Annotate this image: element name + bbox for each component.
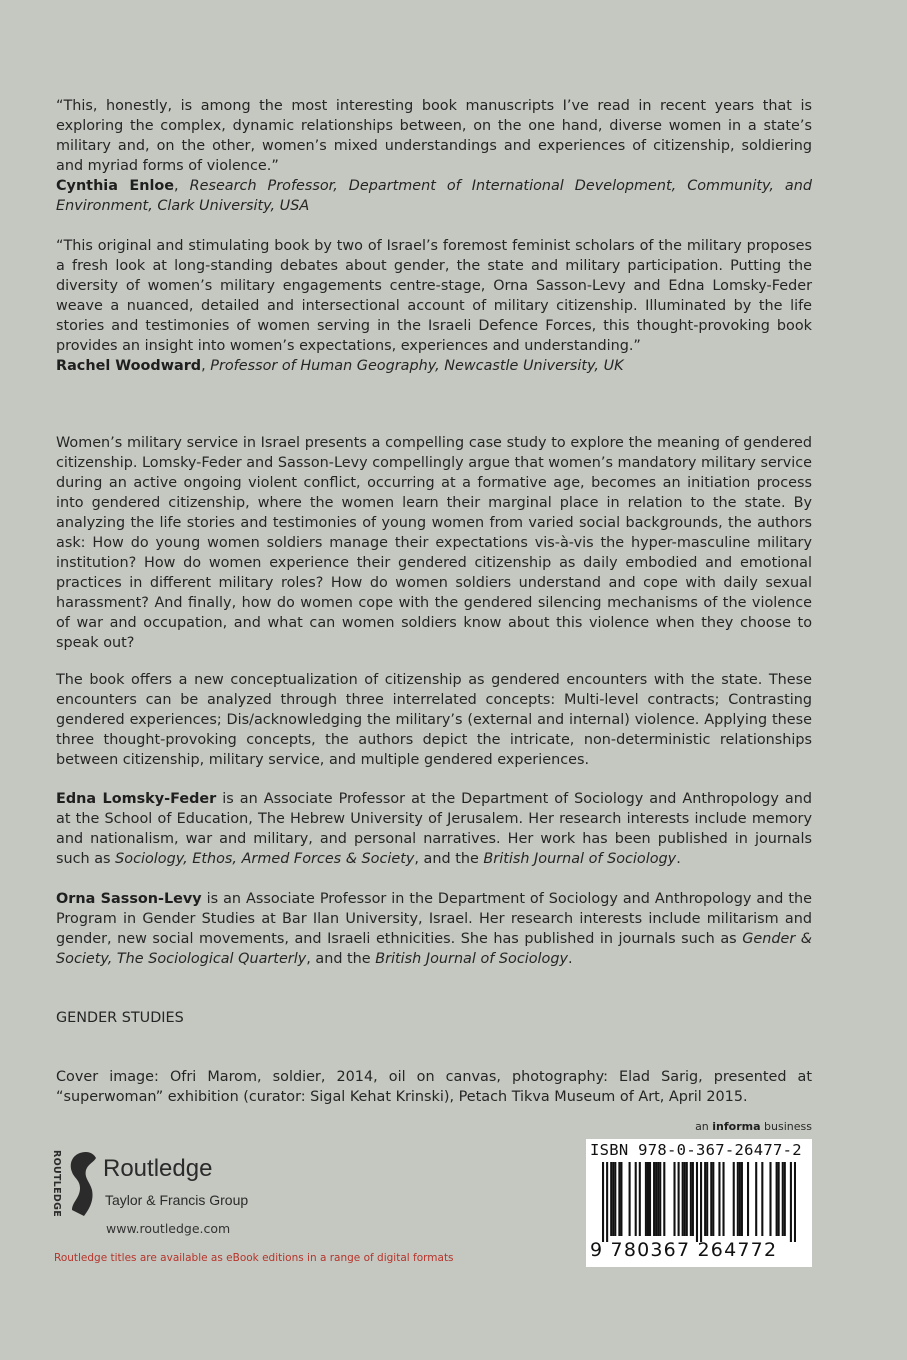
endorser-name: Cynthia Enloe — [56, 178, 175, 194]
publisher-name: Routledge — [103, 1155, 213, 1182]
description-paragraph-2: The book offers a new conceptualization of citizenship as gendered encounters with the state. These encounters can be analyzed through three interrelated concepts: Multi-level contracts; Contrasting gendered experiences; Dis/acknowledging the military’s (external and internal) violence. Applying these three thought-provoking concepts, the authors depict the intricate, non-deterministic relationships between citizenship, military service, and multiple gendered experiences. — [56, 672, 812, 768]
barcode-bar — [629, 1162, 631, 1236]
endorsement-quote: “This original and stimulating book by two of Israel’s foremost feminist scholars of the military proposes a fresh look at long-standing debates about gender, the state and military participation. Putting the diversity of women’s military engagements centre-stage, Orna Sasson-Levy and Edna Lomsky-Feder weave a nuanced, detailed and intersectional account of military citizenship. Illuminated by the life stories and testimonies of women serving in the Israeli Defence Forces, this thought-provoking book provides an insight into women’s expectations, experiences and understanding.” — [56, 238, 812, 354]
barcode-bar — [737, 1162, 739, 1236]
barcode-bar — [741, 1162, 743, 1236]
barcode-bar — [657, 1162, 659, 1236]
ean-digits: 9 780367 264772 — [590, 1239, 778, 1261]
barcode-bar — [655, 1162, 657, 1236]
subject-category: GENDER STUDIES — [56, 1010, 184, 1026]
endorsement-2: “This original and stimulating book by two of Israel’s foremost feminist scholars of the military proposes a fresh look at long-standing debates about gender, the state and military participation. Putting the diversity of women’s military engagements centre-stage, Orna Sasson-Levy and Edna Lomsky-Feder weave a nuanced, detailed and intersectional account of military citizenship. Illuminated by the life stories and testimonies of women serving in the Israeli Defence Forces, this thought-provoking book provides an insight into women’s expectations, experiences and understanding.” Rachel Woodward, Professor of Human Geography, Newcastle University, UK — [56, 238, 812, 374]
barcode-bar — [645, 1162, 647, 1236]
barcode-bar — [678, 1162, 680, 1236]
barcode-bar — [747, 1162, 749, 1236]
barcode-bars — [602, 1162, 796, 1242]
barcode-bar — [620, 1162, 622, 1236]
barcode-bar — [606, 1162, 608, 1242]
endorsement-quote: “This, honestly, is among the most interesting book manuscripts I’ve read in recent years that is exploring the complex, dynamic relationships between, on the one hand, diverse women in a state’s military and, on the other, women’s mixed understandings and experiences of citizenship, soldiering and myriad forms of violence.” — [56, 98, 812, 174]
barcode-bar — [722, 1162, 724, 1236]
barcode-bar — [673, 1162, 675, 1236]
author-bio-1: Edna Lomsky-Feder is an Associate Professor at the Department of Sociology and Anthropology and at the School of Education, The Hebrew University of Jerusalem. Her research interests include memory and nationalism, war and military, and personal narratives. Her work has been published in journals such as Sociology, Ethos, Armed Forces & Society, and the British Journal of Sociology. — [56, 791, 812, 867]
endorsement-1: “This, honestly, is among the most interesting book manuscripts I’ve read in recent years that is exploring the complex, dynamic relationships between, on the one hand, diverse women in a state’s military and, on the other, women’s mixed understandings and experiences of citizenship, soldiering and myriad forms of violence.” Cynthia Enloe, Research Professor, Department of International Development, Community, and Environment, Clark University, USA — [56, 98, 812, 214]
cover-credit: Cover image: Ofri Marom, soldier, 2014, oil on canvas, photography: Elad Sarig, presented at “superwoman” exhibition (curator: Sigal Kehat Krinski), Petach Tikva Museum of Art, April 2015. — [56, 1069, 812, 1105]
isbn-barcode — [586, 1139, 812, 1267]
barcode-bar — [692, 1162, 694, 1236]
barcode-bar — [733, 1162, 735, 1236]
barcode-bar — [794, 1162, 796, 1242]
author-bio-2: Orna Sasson-Levy is an Associate Professor in the Department of Sociology and Anthropology and the Program in Gender Studies at Bar Ilan University, Israel. Her research interests include militarism and gender, new social movements, and Israeli ethnicities. She has published in journals such as Gender & Society, The Sociological Quarterly, and the British Journal of Sociology. — [56, 891, 813, 967]
barcode-bar — [663, 1162, 665, 1236]
informa-business-tagline: an informa business — [695, 1120, 812, 1133]
barcode-bar — [618, 1162, 620, 1236]
barcode-bar — [686, 1162, 688, 1236]
endorser-affiliation: Research Professor, Department of International Development, Community, and Environment, Clark University, USA — [56, 178, 812, 214]
barcode-bar — [784, 1162, 786, 1236]
barcode-bar — [682, 1162, 684, 1236]
endorser-affiliation: Professor of Human Geography, Newcastle University, UK — [210, 358, 624, 374]
barcode-bar — [710, 1162, 712, 1236]
endorser-name: Rachel Woodward — [56, 358, 202, 374]
barcode-bar — [755, 1162, 757, 1236]
barcode-bar — [769, 1162, 771, 1236]
barcode-bar — [700, 1162, 702, 1242]
publisher-group: Taylor & Francis Group — [105, 1192, 249, 1208]
barcode-bar — [614, 1162, 616, 1236]
author-name: Orna Sasson-Levy — [56, 891, 202, 907]
isbn-label: ISBN 978-0-367-26477-2 — [590, 1141, 802, 1159]
barcode-bar — [790, 1162, 792, 1242]
barcode-bar — [776, 1162, 778, 1236]
barcode-bar — [659, 1162, 661, 1236]
barcode-bar — [610, 1162, 612, 1236]
barcode-bar — [706, 1162, 708, 1236]
barcode-bar — [684, 1162, 686, 1236]
barcode-bar — [602, 1162, 604, 1242]
barcode-bar — [696, 1162, 698, 1242]
barcode-bar — [782, 1162, 784, 1236]
author-name: Edna Lomsky-Feder — [56, 791, 217, 807]
publisher-website[interactable]: www.routledge.com — [106, 1221, 231, 1236]
barcode-bar — [647, 1162, 649, 1236]
barcode-bar — [761, 1162, 763, 1236]
barcode-bar — [612, 1162, 614, 1236]
publisher-logo — [50, 1150, 249, 1222]
barcode-bar — [690, 1162, 692, 1236]
vertical-logo-text: ROUTLEDGE — [51, 1150, 62, 1218]
description-paragraph-1: Women’s military service in Israel presents a compelling case study to explore the meaning of gendered citizenship. Lomsky-Feder and Sasson-Levy compellingly argue that women’s mandatory military service during an active ongoing violent conflict, occurring at a formative age, becomes an initiation process into gendered citizenship, where the women learn their marginal place in relation to the state. By analyzing the life stories and testimonies of young women from varied social backgrounds, the authors ask: How do young women soldiers manage their expectations vis-à-vis the hyper-masculine military institution? How do women experience their gendered citizenship as daily embodied and emotional practices in different military roles? How do women soldiers understand and cope with daily sexual harassment? And finally, how do women cope with the gendered silencing mechanisms of the violence of war and occupation, and what can women soldiers know about this violence when they choose to speak out? — [56, 435, 812, 651]
barcode-bar — [739, 1162, 741, 1236]
barcode-bar — [649, 1162, 651, 1236]
ebook-note: Routledge titles are available as eBook editions in a range of digital formats — [54, 1252, 454, 1264]
barcode-bar — [712, 1162, 714, 1236]
barcode-bar — [635, 1162, 637, 1236]
barcode-bar — [778, 1162, 780, 1236]
barcode-bar — [718, 1162, 720, 1236]
barcode-bar — [639, 1162, 641, 1236]
barcode-bar — [704, 1162, 706, 1236]
barcode-bar — [653, 1162, 655, 1236]
